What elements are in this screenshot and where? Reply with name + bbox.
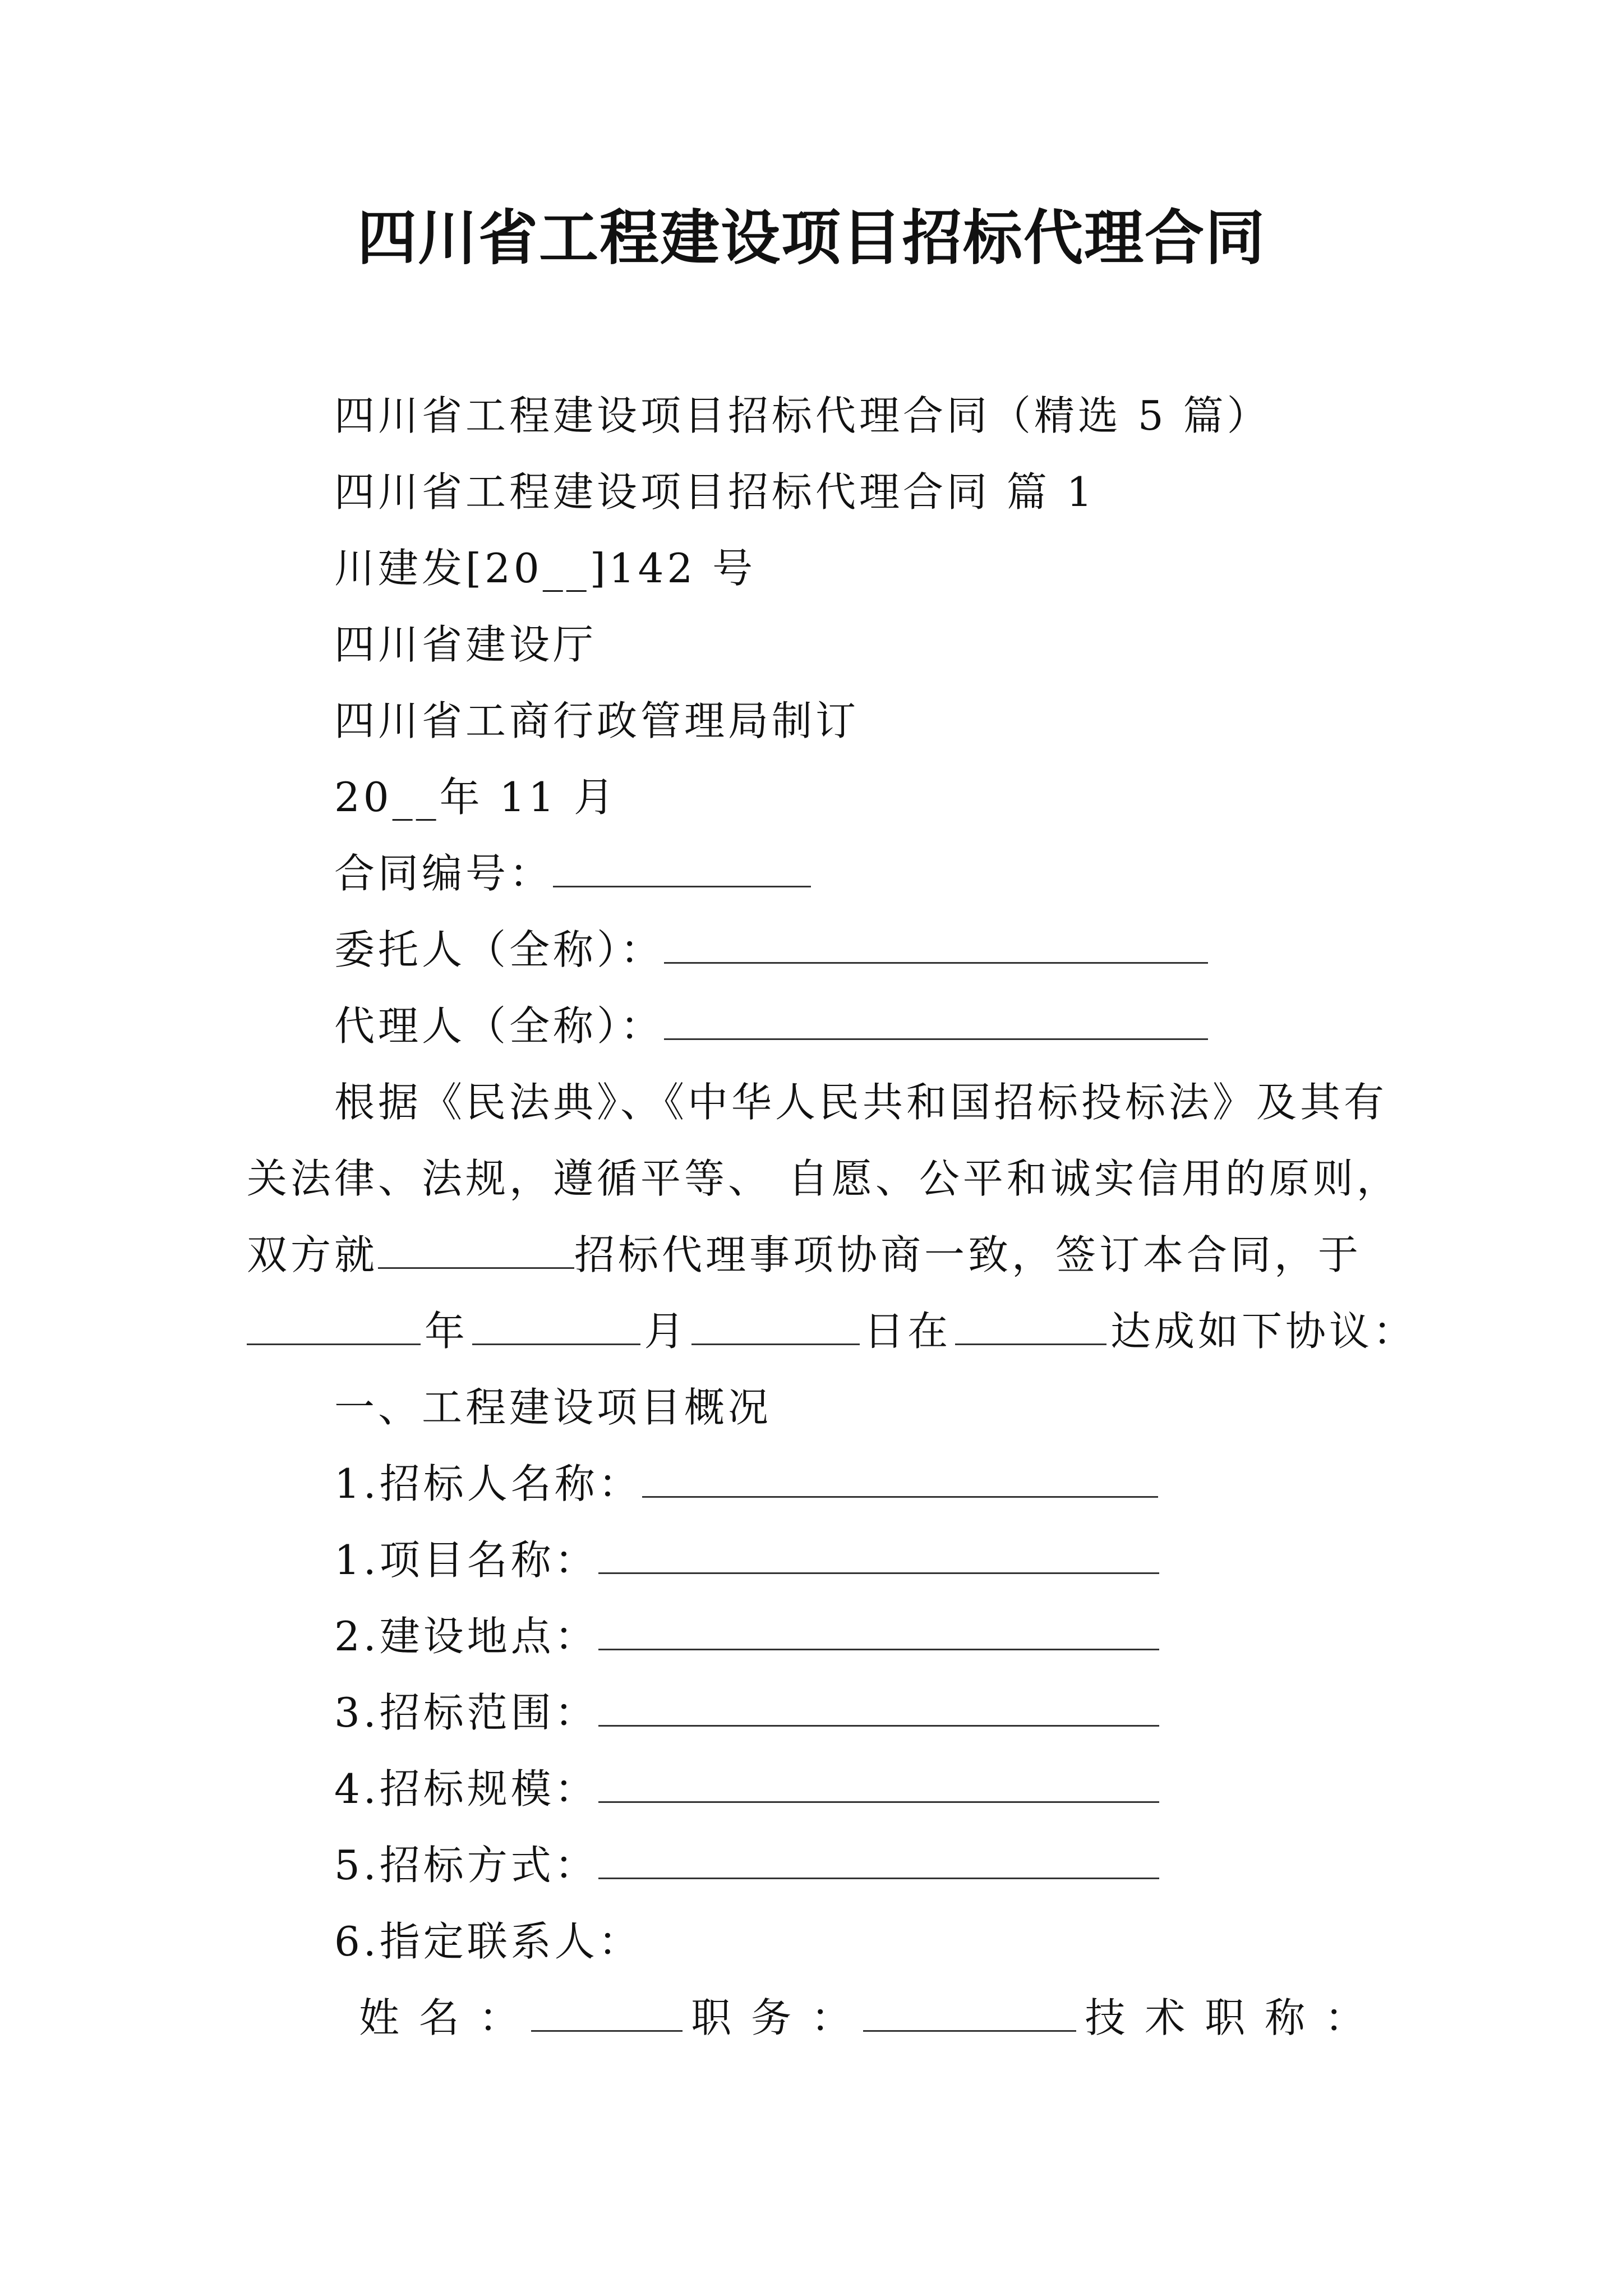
month-blank <box>472 1303 640 1345</box>
item-tender-scale <box>334 1758 1159 1820</box>
item-construction-site <box>334 1605 1159 1667</box>
item-construction-site-label: 2.建设地点： <box>334 1613 598 1660</box>
subtitle: 四川省工程建设项目招标代理合同（精选 5 篇） <box>334 392 1271 439</box>
contract-number-row <box>334 843 811 904</box>
item-tender-method-label: 5.招标方式： <box>334 1842 598 1889</box>
contact-position-blank <box>863 1990 1076 2032</box>
contact-name-label: 姓 名 ： <box>359 1994 523 2041</box>
contract-number-blank <box>553 845 811 887</box>
paragraph-line-1: 根据《民法典》、《中华人民共和国招标投标法》及其有 <box>334 1079 1388 1126</box>
contact-title-label: 技 术 职 称 ： <box>1085 1994 1368 2041</box>
paragraph-line-3-end: 招标代理事项协商一致，签订本合同，于 <box>574 1231 1362 1278</box>
item-construction-site-blank <box>598 1608 1159 1650</box>
contact-name-blank <box>531 1990 683 2032</box>
agent-row <box>334 995 1208 1057</box>
paragraph-line-2: 关法律、法规，遵循平等、 自愿、公平和诚实信用的原则， <box>247 1155 1400 1202</box>
item-tender-method <box>334 1834 1159 1896</box>
item-tender-scale-blank <box>598 1761 1159 1803</box>
document-title: 四川省工程建设项目招标代理合同 <box>357 204 1266 273</box>
item-project-name-blank <box>598 1532 1159 1574</box>
contact-position-label: 职 务 ： <box>691 1994 855 2041</box>
paragraph-line-3-start: 双方就 <box>247 1231 379 1278</box>
issuer-construction-dept: 四川省建设厅 <box>334 621 597 668</box>
item-tenderer-name-blank <box>642 1456 1158 1498</box>
year-blank <box>247 1303 421 1345</box>
agent-label: 代理人（全称）： <box>334 1002 665 1050</box>
item-tender-scope-label: 3.招标范围： <box>334 1689 598 1736</box>
item-tender-scope <box>334 1682 1159 1743</box>
part-heading: 四川省工程建设项目招标代理合同 篇 1 <box>334 468 1096 516</box>
paragraph-line-3 <box>247 1224 1417 1286</box>
principal-label: 委托人（全称）： <box>334 926 665 973</box>
item-tenderer-name <box>334 1453 1158 1515</box>
month-label: 月 <box>644 1308 688 1355</box>
principal-row <box>334 919 1208 981</box>
agreement-label: 达成如下协议： <box>1110 1308 1417 1355</box>
contract-number-label: 合同编号： <box>334 850 554 897</box>
item-tenderer-name-label: 1.招标人名称： <box>334 1460 642 1507</box>
item-contact-person: 6.指定联系人： <box>334 1918 642 1965</box>
day-label: 日在 <box>864 1308 952 1355</box>
item-project-name <box>334 1529 1159 1591</box>
day-blank <box>691 1303 860 1345</box>
item-tender-method-blank <box>598 1837 1159 1879</box>
issuer-commerce-bureau: 四川省工商行政管理局制订 <box>334 697 860 744</box>
section-1-heading: 一、工程建设项目概况 <box>334 1384 772 1431</box>
paragraph-line-4 <box>247 1300 1417 1362</box>
agent-blank <box>664 998 1208 1040</box>
place-blank <box>955 1303 1106 1345</box>
contact-row <box>359 1987 1368 2049</box>
project-blank <box>378 1227 574 1269</box>
principal-blank <box>664 922 1208 964</box>
document-number: 川建发[20__]142 号 <box>334 545 757 592</box>
year-label: 年 <box>424 1308 468 1355</box>
item-tender-scale-label: 4.招标规模： <box>334 1765 598 1812</box>
item-project-name-label: 1.项目名称： <box>334 1536 598 1584</box>
document-date: 20__年 11 月 <box>334 774 618 821</box>
item-tender-scope-blank <box>598 1685 1159 1727</box>
